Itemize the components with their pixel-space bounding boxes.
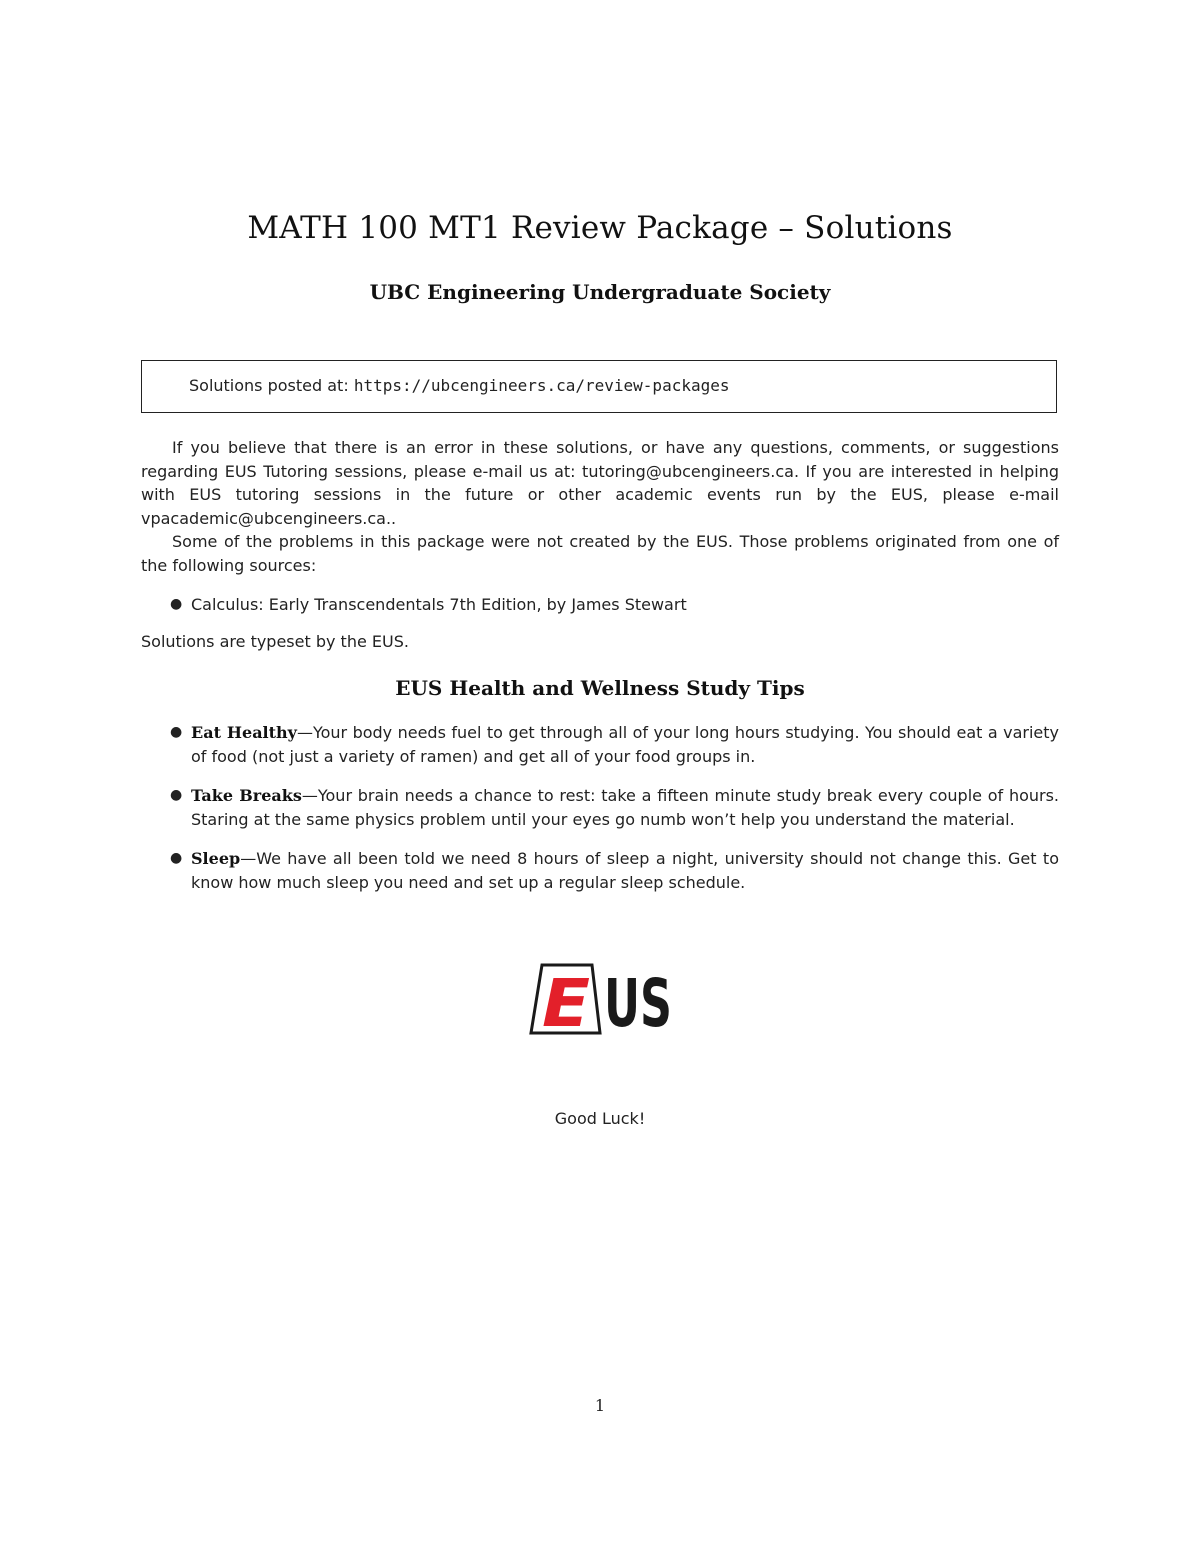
document-subtitle: UBC Engineering Undergraduate Society [369, 280, 831, 304]
bullet-icon: ● [170, 850, 183, 866]
bullet-icon: ● [170, 787, 183, 803]
sources-list [141, 593, 1059, 617]
tip-item-eat-healthy [141, 721, 1059, 768]
solutions-notice [189, 376, 730, 395]
bullet-icon: ● [170, 596, 183, 612]
logo-letters-us: US [604, 965, 672, 1042]
intro-paragraph-errors: If you believe that there is an error in these solutions, or have any questions, comments, or suggestions regarding EUS Tutoring sessions, please e-mail us at: tutoring@ubcengineers.ca. If you are interested in helping with EUS tutoring sessions in the future or other academic events run by the EUS, please e-mail vpacademic@ubcengineers.ca.. [141, 438, 1059, 528]
closing-text: Good Luck! [554, 1109, 646, 1128]
tip-text: —Your brain needs a chance to rest: take a fifteen minute study break every couple of hours. Staring at the same physics problem until your eyes go numb won’t help you understand the material. [191, 786, 1060, 829]
eus-logo [528, 962, 674, 1042]
tip-title: Sleep [191, 849, 241, 868]
source-text: Calculus: Early Transcendentals 7th Edition, by James Stewart [191, 595, 687, 614]
solutions-notice-label: Solutions posted at: [189, 376, 349, 395]
typeset-note: Solutions are typeset by the EUS. [141, 632, 409, 651]
tip-text: —Your body needs fuel to get through all of your long hours studying. You should eat a variety of food (not just a variety of ramen) and get all of your food groups in. [191, 723, 1060, 766]
tips-heading: EUS Health and Wellness Study Tips [395, 676, 805, 700]
bullet-icon: ● [170, 724, 183, 740]
intro-paragraph-sources: Some of the problems in this package were not created by the EUS. Those problems originated from one of the following sources: [141, 532, 1059, 575]
document-title: MATH 100 MT1 Review Package – Solutions [247, 210, 953, 246]
page-number: 1 [594, 1396, 606, 1415]
tip-text: —We have all been told we need 8 hours of sleep a night, university should not change this. Get to know how much sleep you need and set up a regular sleep schedule. [191, 849, 1059, 892]
tips-list [141, 721, 1059, 910]
list-item [141, 593, 1059, 617]
solutions-url-link[interactable]: https://ubcengineers.ca/review-packages [353, 376, 730, 395]
tip-title: Take Breaks [191, 786, 302, 805]
logo-letter-e: E [542, 965, 590, 1042]
tip-title: Eat Healthy [191, 723, 297, 742]
tip-item-sleep [141, 847, 1059, 894]
solutions-notice-box [141, 360, 1057, 413]
tip-item-take-breaks [141, 784, 1059, 831]
